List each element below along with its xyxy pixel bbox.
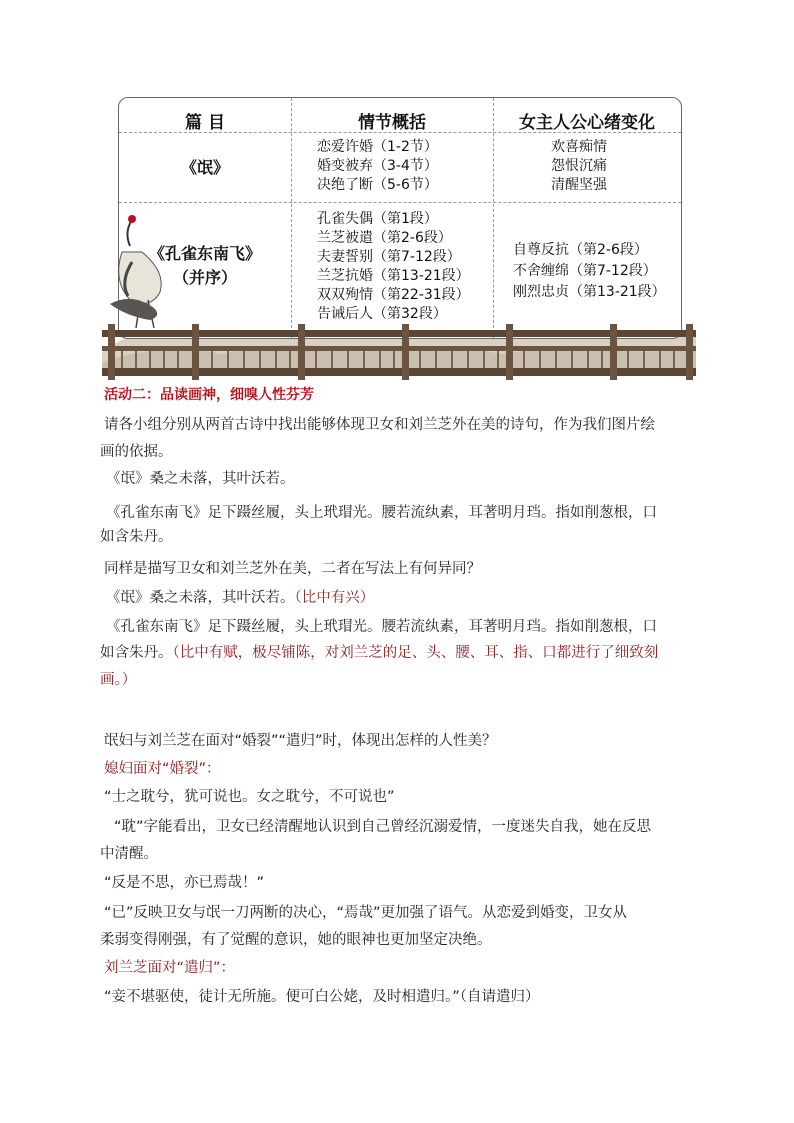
quote-text: 《氓》桑之未落，其叶沃若。 [106,590,295,606]
plot-summary-table [102,92,696,380]
paragraph: “已”反映卫女与氓一刀两断的决心，“焉哉”更加强了语气。从恋爱到婚变，卫女从 [104,905,628,921]
row-plot [317,210,470,324]
annotation-note: 画。） [100,672,137,688]
plot-line: 兰芝抗婚（第13-21段） [317,268,470,284]
activity-heading: 活动二：品读画神，细嗅人性芬芳 [104,387,314,403]
paragraph: 柔弱变得刚强，有了觉醒的意识，她的眼神也更加坚定决绝。 [100,932,492,948]
plot-line: 决绝了断（5-6节） [317,177,438,193]
row-plot [317,138,438,195]
header-mood: 女主人公心绪变化 [519,113,655,133]
plot-line: 婚变被弃（3-4节） [317,158,438,174]
mood-line: 自尊反抗（第2-6段） [513,242,648,258]
paragraph: 氓妇与刘兰芝在面对“婚裂”“遣归”时，体现出怎样的人性美？ [104,733,497,749]
quote-text: 如含朱丹。 [100,645,173,661]
row-mood [513,240,666,303]
wooden-railing-decoration [102,324,696,380]
row-title-line: （并序） [172,268,237,287]
row-divider [119,202,681,203]
plot-line: 孔雀失偶（第1段） [317,211,438,227]
table-card [118,97,682,339]
quote-line: “士之耽兮，犹可说也。女之耽兮，不可说也” [104,789,395,805]
annotation-note: （比中有兴） [294,590,375,606]
mood-line: 清醒坚强 [551,177,607,193]
row-mood [551,138,607,195]
paragraph: 请各小组分别从两首古诗中找出能够体现卫女和刘兰芝外在美的诗句，作为我们图片绘 [104,417,655,433]
quote-line: 《孔雀东南飞》足下蹑丝履，头上玳瑁光。腰若流纨素，耳著明月珰。指如削葱根，口 [106,505,657,521]
plot-line: 兰芝被遣（第2-6段） [317,230,452,246]
row-title-line: 《氓》 [180,158,229,177]
annotation-note: （自请遣归） [459,989,540,1005]
column-divider [291,98,292,338]
paragraph: “耽”字能看出，卫女已经清醒地认识到自己曾经沉溺爱情，一度迷失自我，她在反思 [114,819,652,835]
quote-line: 如含朱丹。 [100,529,173,545]
plot-line: 双双殉情（第22-31段） [317,287,470,303]
plot-line: 恋爱许婚（1-2节） [317,139,438,155]
mood-line: 刚烈忠贞（第13-21段） [513,284,666,300]
crane-illustration [102,212,182,332]
quote-line: 《孔雀东南飞》足下蹑丝履，头上玳瑁光。腰若流纨素，耳著明月珰。指如削葱根，口 [106,619,657,635]
paragraph: 同样是描写卫女和刘兰芝外在美，二者在写法上有何异同？ [104,561,481,577]
header-plot: 情节概括 [358,113,426,133]
paragraph: 画的依据。 [100,444,173,460]
quote-line [104,984,694,1011]
plot-line: 夫妻誓别（第7-12段） [317,249,461,265]
quote-line [106,585,696,612]
quote-line: 《氓》桑之未落，其叶沃若。 [106,471,295,487]
subheading: 媳妇面对“婚裂”： [104,761,221,777]
paragraph: 中清醒。 [100,846,158,862]
row-title [119,156,291,180]
quote-line [100,640,690,667]
row-title-line: 《孔雀东南飞》 [148,244,261,263]
subheading: 刘兰芝面对“遣归”： [104,960,236,976]
mood-line: 欢喜痴情 [551,139,607,155]
annotation-note: （比中有赋，极尽铺陈，对刘兰芝的足、头、腰、耳、指、口都进行了细致刻 [172,645,659,661]
mood-line: 不舍缠绵（第7-12段） [513,263,657,279]
quote-line: “反是不思，亦已焉哉！” [104,875,265,891]
quote-text: “妾不堪驱使，徒计无所施。便可白公姥，及时相遣归。” [104,989,460,1005]
mood-line: 怨恨沉痛 [551,158,607,174]
plot-line: 告诫后人（第32段） [317,306,447,322]
header-title: 篇 目 [185,113,225,133]
column-divider [493,98,494,338]
